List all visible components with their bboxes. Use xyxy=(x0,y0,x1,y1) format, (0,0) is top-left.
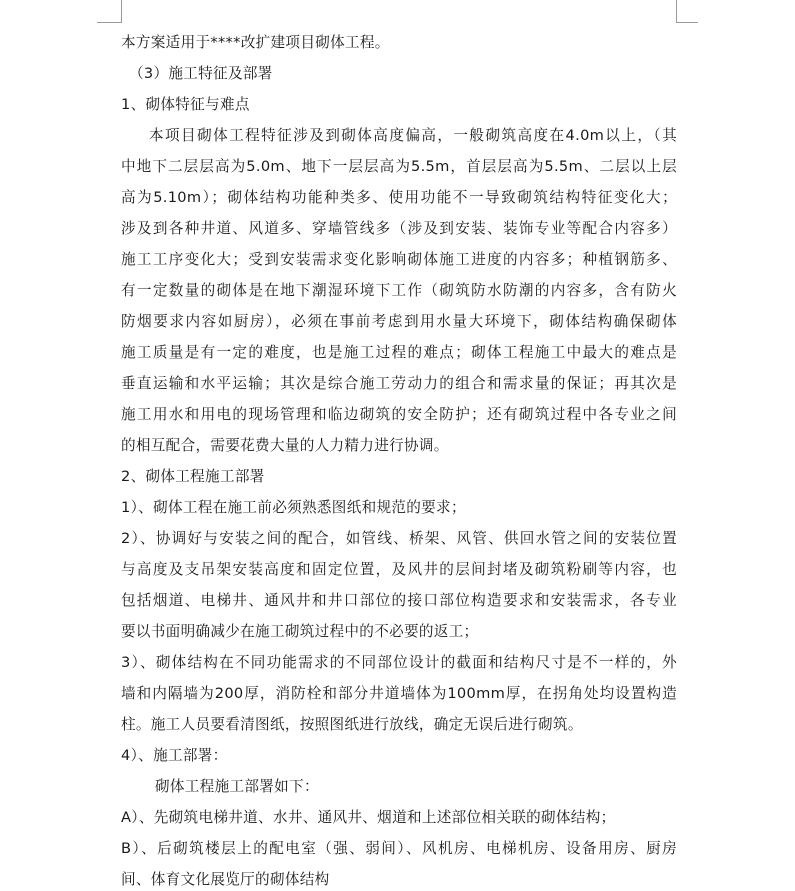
paragraph-line: 的相互配合，需要花费大量的人力精力进行协调。 xyxy=(121,436,449,454)
paragraph-line: 施工质量是有一定的难度，也是施工过程的难点；砌体工程施工中最大的难点是 xyxy=(121,343,677,361)
document-body xyxy=(121,31,677,888)
paragraph-line: 与高度及支吊架安装高度和固定位置，及风井的层间封堵及砌筑粉刷等内容，也 xyxy=(121,560,677,578)
paragraph-line: 有一定数量的砌体是在地下潮湿环境下工作（砌筑防水防潮的内容多，含有防火 xyxy=(121,281,677,299)
list-item: 2）、协调好与安装之间的配合，如管线、桥架、风管、供回水管之间的安装位置 xyxy=(121,529,677,547)
list-item: 1）、砌体工程在施工前必须熟悉图纸和规范的要求； xyxy=(121,498,466,516)
paragraph-line: 柱。施工人员要看清图纸，按照图纸进行放线，确定无误后进行砌筑。 xyxy=(121,715,583,733)
paragraph-line: 施工用水和用电的现场管理和临边砌筑的安全防护；还有砌筑过程中各专业之间 xyxy=(121,405,677,423)
crop-mark-left-horizontal xyxy=(97,22,122,23)
paragraph-line: 墙和内隔墙为200厚，消防栓和部分井道墙体为100mm厚，在拐角处均设置构造 xyxy=(121,684,677,702)
paragraph-line: 本方案适用于****改扩建项目砌体工程。 xyxy=(121,34,390,51)
paragraph-line: 本项目砌体工程特征涉及到砌体高度偏高，一般砌筑高度在4.0m以上，（其 xyxy=(149,126,677,144)
paragraph-line-partial: 间、体育文化展览厅的砌体结构 xyxy=(121,870,330,888)
paragraph-line: 施工工序变化大；受到安装需求变化影响砌体施工进度的内容多；种植钢筋多、 xyxy=(121,250,677,268)
section-heading: （3）施工特征及部署 xyxy=(129,64,273,82)
subsection-heading: 1、砌体特征与难点 xyxy=(121,95,250,113)
crop-mark-right-horizontal xyxy=(676,22,698,23)
page-crop-marks xyxy=(0,0,795,30)
crop-mark-left-vertical xyxy=(121,0,122,23)
paragraph-line: 砌体工程施工部署如下： xyxy=(155,777,319,795)
subsection-heading: 2、砌体工程施工部署 xyxy=(121,467,265,485)
paragraph-line: 防烟要求内容如厨房），必须在事前考虑到用水量大环境下，砌体结构确保砌体 xyxy=(121,312,677,330)
paragraph-line: 垂直运输和水平运输；其次是综合施工劳动力的组合和需求量的保证；再其次是 xyxy=(121,374,677,392)
paragraph-line: 高为5.10m）；砌体结构功能种类多、使用功能不一导致砌筑结构特征变化大； xyxy=(121,188,677,206)
paragraph-line: 要以书面明确减少在施工砌筑过程中的不必要的返工； xyxy=(121,622,479,640)
list-item: 4）、施工部署： xyxy=(121,746,228,764)
crop-mark-right-vertical xyxy=(676,0,677,23)
list-item: B）、后砌筑楼层上的配电室（强、弱间）、风机房、电梯机房、设备用房、厨房 xyxy=(121,839,677,857)
paragraph-line: 中地下二层层高为5.0m、地下一层层高为5.5m，首层层高为5.5m、二层以上层 xyxy=(121,157,677,175)
paragraph-line: 包括烟道、电梯井、通风井和井口部位的接口部位构造要求和安装需求，各专业 xyxy=(121,591,677,609)
paragraph-line: 涉及到各种井道、风道多、穿墙管线多（涉及到安装、装饰专业等配合内容多） xyxy=(121,219,677,237)
list-item: A）、先砌筑电梯井道、水井、通风井、烟道和上述部位相关联的砌体结构； xyxy=(121,808,616,826)
list-item: 3）、砌体结构在不同功能需求的不同部位设计的截面和结构尺寸是不一样的，外 xyxy=(121,653,677,671)
